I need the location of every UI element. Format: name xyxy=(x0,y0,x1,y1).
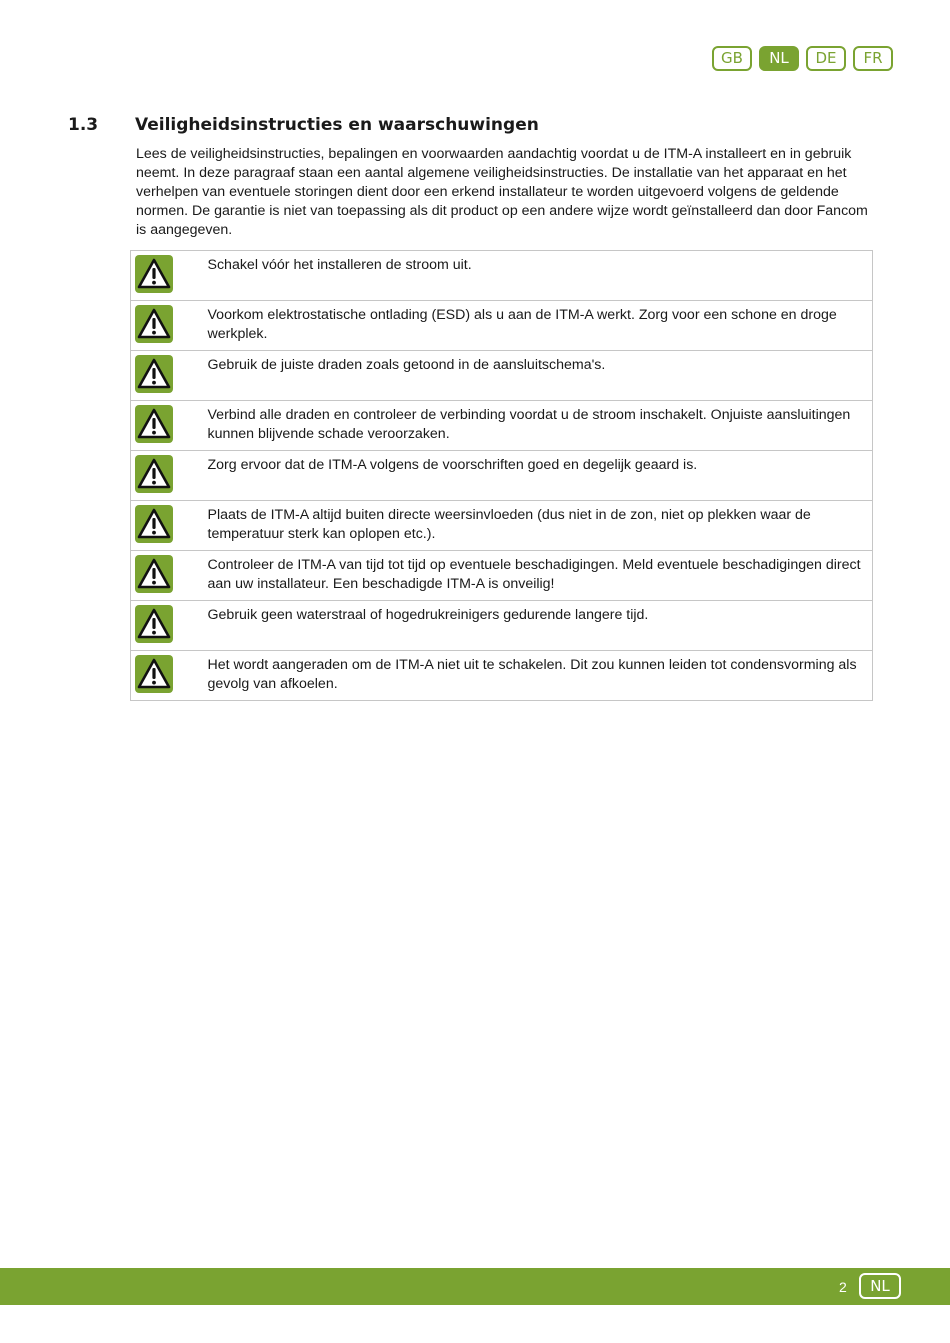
warning-text: Zorg ervoor dat de ITM-A volgens de voorschriften goed en degelijk geaard is. xyxy=(201,451,873,501)
warning-icon-cell xyxy=(131,251,201,301)
warning-text: Verbind alle draden en controleer de verbinding voordat u de stroom inschakelt. Onjuiste aansluitingen kunnen blijvende schade veroorzaken. xyxy=(201,401,873,451)
warning-triangle-icon xyxy=(135,255,201,293)
warning-icon-cell xyxy=(131,551,201,601)
warning-icon-cell xyxy=(131,501,201,551)
warning-text: Gebruik geen waterstraal of hogedrukreinigers gedurende langere tijd. xyxy=(201,601,873,651)
warning-icon-cell xyxy=(131,301,201,351)
warning-row xyxy=(131,351,873,401)
lang-button-gb[interactable]: GB xyxy=(712,46,752,71)
section-number: 1.3 xyxy=(68,115,99,135)
warning-triangle-icon xyxy=(135,655,201,693)
warning-triangle-icon xyxy=(135,305,201,343)
warning-icon-cell xyxy=(131,601,201,651)
language-selector xyxy=(712,46,893,71)
warning-icon-cell xyxy=(131,651,201,701)
warning-row xyxy=(131,551,873,601)
warning-row xyxy=(131,501,873,551)
warning-row xyxy=(131,401,873,451)
warning-triangle-icon xyxy=(135,605,201,643)
warning-triangle-icon xyxy=(135,455,201,493)
warning-triangle-icon xyxy=(135,555,201,593)
warning-row xyxy=(131,301,873,351)
section-title: Veiligheidsinstructies en waarschuwingen xyxy=(135,115,539,135)
lang-button-de[interactable]: DE xyxy=(806,46,846,71)
warning-row xyxy=(131,451,873,501)
intro-paragraph: Lees de veiligheidsinstructies, bepalingen en voorwaarden aandachtig voordat u de ITM-A installeert en in gebruik neemt. In deze paragraaf staan een aantal algemene veiligheidsinstructies. De installatie van het apparaat en het verhelpen van eventuele storingen dient door een erkend installateur te worden uitgevoerd volgens de geldende normen. De garantie is niet van toepassing als dit product op een andere wijze wordt geïnstalleerd dan door Fancom is aangegeven. xyxy=(136,146,868,238)
warning-text: Gebruik de juiste draden zoals getoond in de aansluitschema's. xyxy=(201,351,873,401)
warning-icon-cell xyxy=(131,351,201,401)
lang-button-nl[interactable]: NL xyxy=(759,46,799,71)
warning-row xyxy=(131,251,873,301)
warning-text: Plaats de ITM-A altijd buiten directe weersinvloeden (dus niet in de zon, niet op plekken waar de temperatuur sterk kan oplopen etc.). xyxy=(201,501,873,551)
warning-row xyxy=(131,601,873,651)
warning-triangle-icon xyxy=(135,405,201,443)
warning-text: Schakel vóór het installeren de stroom uit. xyxy=(201,251,873,301)
lang-button-fr[interactable]: FR xyxy=(853,46,893,71)
warning-row xyxy=(131,651,873,701)
warning-text: Controleer de ITM-A van tijd tot tijd op eventuele beschadigingen. Meld eventuele beschadigingen direct aan uw installateur. Een beschadigde ITM-A is onveilig! xyxy=(201,551,873,601)
warnings-table xyxy=(130,250,873,701)
warning-icon-cell xyxy=(131,451,201,501)
page-number: 2 xyxy=(839,1279,847,1295)
warning-text: Het wordt aangeraden om de ITM-A niet uit te schakelen. Dit zou kunnen leiden tot condensvorming als gevolg van afkoelen. xyxy=(201,651,873,701)
footer-language-badge: NL xyxy=(859,1273,901,1299)
footer-band xyxy=(0,1268,950,1305)
warning-icon-cell xyxy=(131,401,201,451)
warning-text: Voorkom elektrostatische ontlading (ESD) als u aan de ITM-A werkt. Zorg voor een schone en droge werkplek. xyxy=(201,301,873,351)
warning-triangle-icon xyxy=(135,505,201,543)
warning-triangle-icon xyxy=(135,355,201,393)
